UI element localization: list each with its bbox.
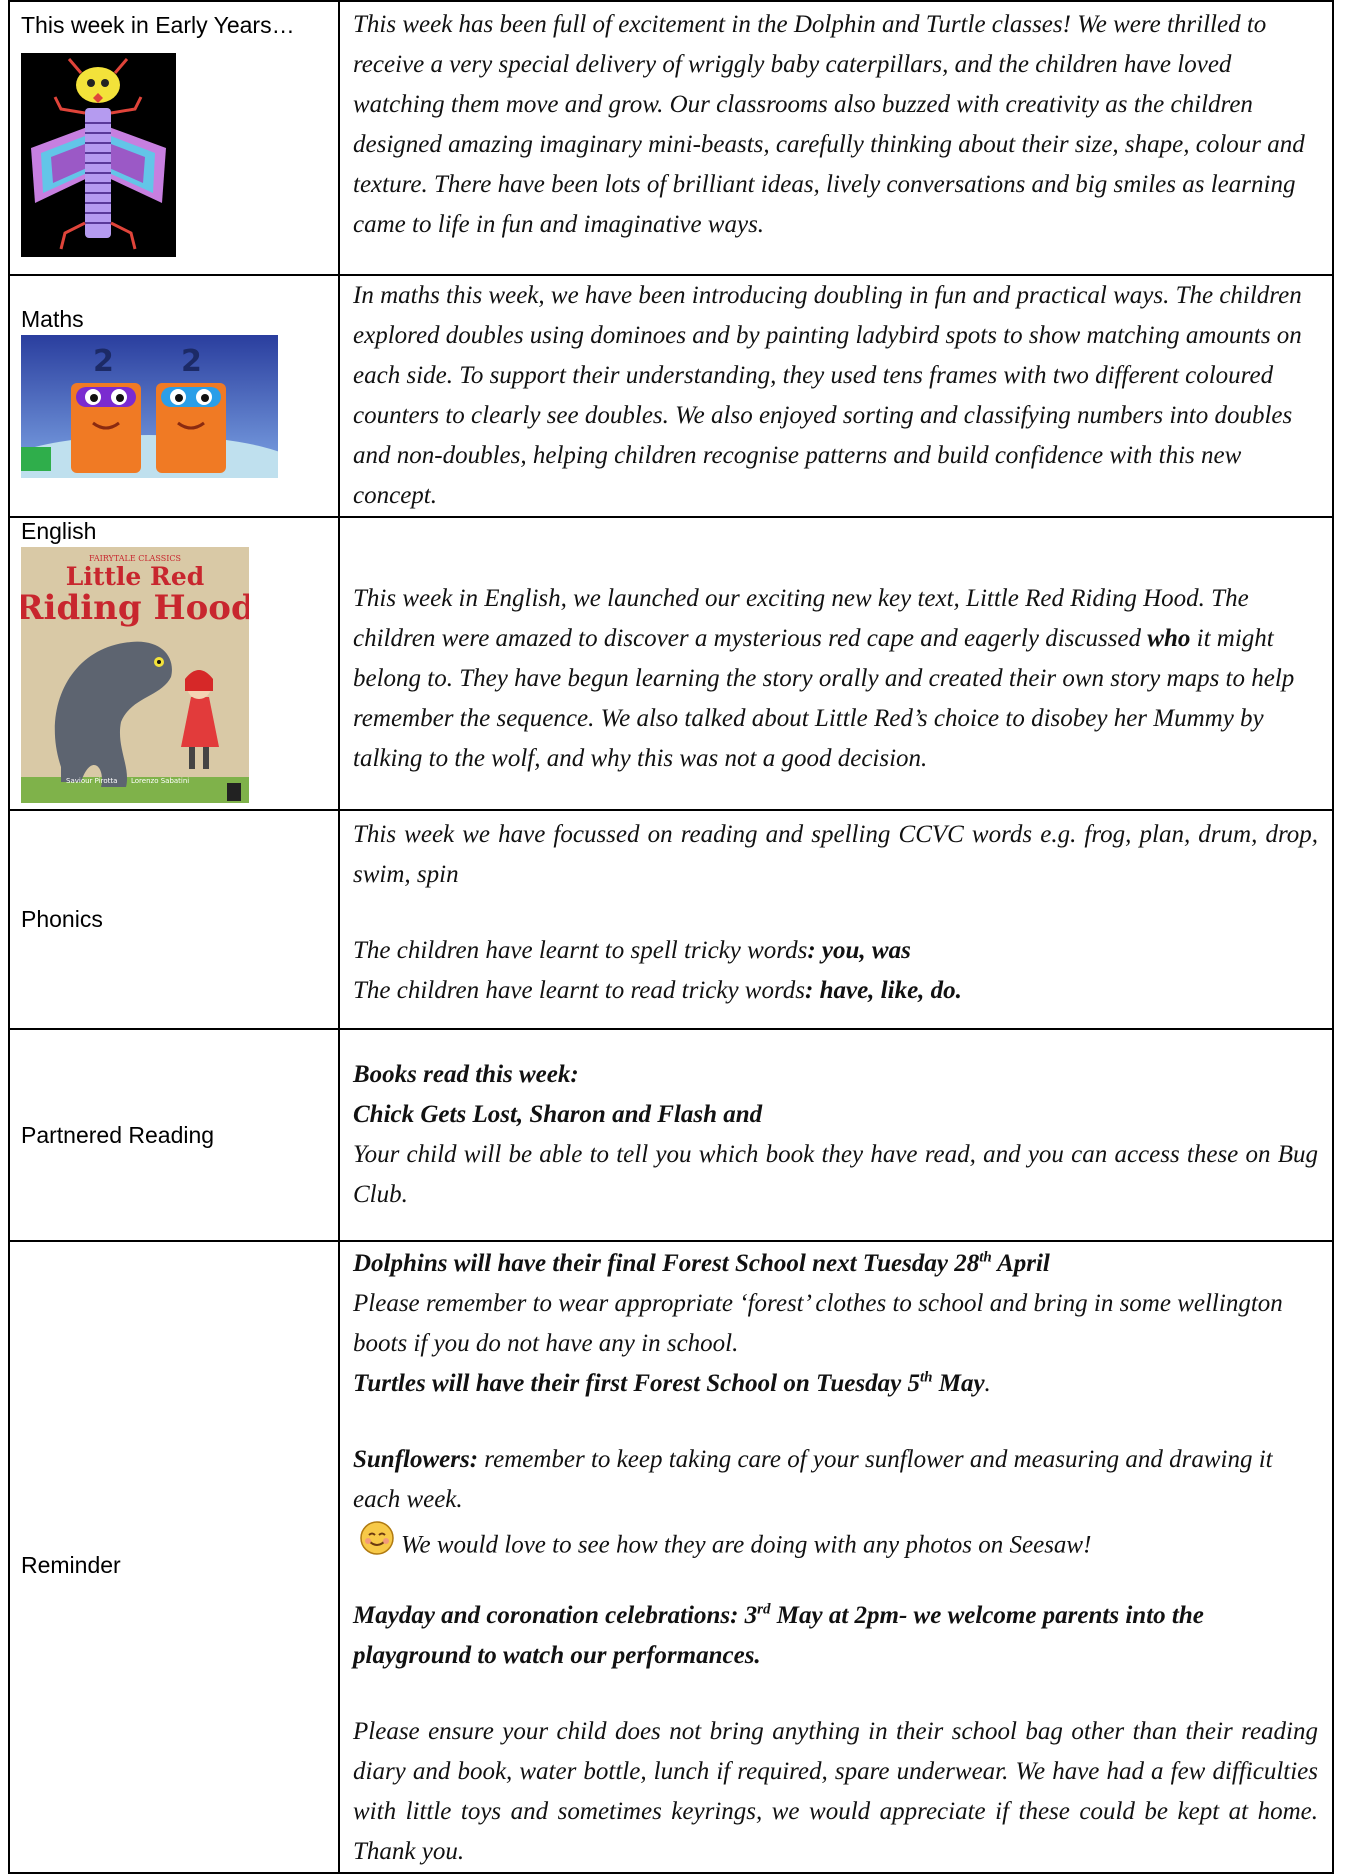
reading-label-cell xyxy=(9,1029,339,1241)
english-text-after: it might belong to. They have begun learning the story orally and created their own story maps to help remember the sequence. We also talked about Little Red’s choice to disobey her Mummy by talking to the wolf, and why this was not a good decision. xyxy=(353,624,1295,772)
forest2-sup: th xyxy=(919,1369,933,1386)
reminder-label: Reminder xyxy=(21,1551,121,1578)
phonics-spell-words: : you, was xyxy=(807,937,911,964)
book-illustrator: Lorenzo Sabatini xyxy=(131,777,190,785)
intro-label: This week in Early Years… xyxy=(21,12,295,38)
intro-label-cell xyxy=(9,1,339,275)
reminder-forest2 xyxy=(353,1364,1318,1404)
mayday-a: Mayday and coronation celebrations: 3 xyxy=(353,1602,758,1629)
reminder-label-cell xyxy=(9,1241,339,1873)
mayday-sup: rd xyxy=(757,1601,771,1618)
phonics-text-cell xyxy=(339,810,1333,1029)
row-phonics xyxy=(9,810,1333,1029)
reading-books-heading: Books read this week: xyxy=(353,1061,579,1088)
phonics-spell-prefix: The children have learnt to spell tricky words xyxy=(353,937,808,964)
row-intro xyxy=(9,1,1333,275)
row-reading xyxy=(9,1029,1333,1241)
numberblocks-image xyxy=(21,335,338,484)
english-text-mid: . The children were amazed to discover a mysterious red cape and eagerly discussed xyxy=(353,584,1249,652)
reminder-text-cell xyxy=(339,1241,1333,1873)
phonics-label-cell xyxy=(9,810,339,1029)
english-label-cell xyxy=(9,517,339,810)
maths-label: Maths xyxy=(21,306,84,332)
row-english xyxy=(9,517,1333,810)
phonics-read xyxy=(353,971,1318,1011)
english-text-title: Little Red Riding Hood xyxy=(966,584,1199,612)
sunflowers-text-2: We would love to see how they are doing with any photos on Seesaw! xyxy=(401,1531,1092,1559)
reading-text-cell xyxy=(339,1029,1333,1241)
english-text-cell xyxy=(339,517,1333,810)
maths-text-cell xyxy=(339,275,1333,517)
mayday-c: - we welcome parents into the playground to watch our performances. xyxy=(353,1602,1204,1669)
mayday-b: May at 2pm xyxy=(770,1602,899,1629)
forest1-a: Dolphins will have their final Forest School next Tuesday 28 xyxy=(353,1250,980,1277)
reminder-forest-note: Please remember to wear appropriate ‘forest’ clothes to school and bring in some wellington boots if you do not have any in school. xyxy=(353,1290,1283,1357)
reading-books-list: Chick Gets Lost, Sharon and Flash and xyxy=(353,1101,763,1128)
book-title-2: Riding Hood xyxy=(21,588,249,628)
english-label: English xyxy=(21,518,97,544)
phonics-label: Phonics xyxy=(21,906,103,932)
sunflowers-label: Sunflowers: xyxy=(353,1446,479,1473)
forest2-a: Turtles will have their first Forest School on Tuesday 5 xyxy=(353,1370,920,1397)
newsletter-table xyxy=(8,0,1334,1874)
reminder-sunflowers xyxy=(353,1440,1318,1520)
digit-left: 2 xyxy=(93,344,114,379)
maths-label-cell xyxy=(9,275,339,517)
row-reminder xyxy=(9,1241,1333,1873)
phonics-read-prefix: The children have learnt to read tricky words xyxy=(353,977,806,1004)
english-text xyxy=(353,579,1318,779)
digit-right: 2 xyxy=(181,344,202,379)
phonics-read-words: : have, like, do. xyxy=(805,977,962,1004)
reminder-sunflowers-2 xyxy=(353,1520,1318,1574)
sunflowers-text: remember to keep taking care of your sunflower and measuring and drawing it each week. xyxy=(353,1446,1273,1513)
book-author: Saviour Pirotta xyxy=(66,777,118,785)
forest2-b: May xyxy=(932,1370,985,1397)
book-title-1: Little Red xyxy=(65,562,205,591)
phonics-line1: This week we have focussed on reading and spelling CCVC words e.g. frog, plan, drum, drop, swim, spin xyxy=(353,821,1318,888)
smiley-icon xyxy=(359,1520,395,1574)
forest2-end: . xyxy=(984,1370,991,1397)
row-maths xyxy=(9,275,1333,517)
reading-label: Partnered Reading xyxy=(21,1121,215,1148)
english-text-before: This week in English, we launched our exciting new key text, xyxy=(353,584,967,612)
newsletter-page xyxy=(8,0,1334,1865)
forest1-sup: th xyxy=(979,1249,992,1266)
book-series: FAIRYTALE CLASSICS xyxy=(88,554,182,563)
english-text-bold: who xyxy=(1147,624,1191,652)
reminder-mayday xyxy=(353,1596,1318,1676)
book-cover-image xyxy=(21,547,338,809)
intro-text: This week has been full of excitement in the Dolphin and Turtle classes! We were thrilled to receive a very special delivery of wriggly baby caterpillars, and the children have loved watching them move and grow. Our classrooms also buzzed with creativity as the children designed amazing imaginary mini-beasts, carefully thinking about their size, shape, colour and texture. There have been lots of brilliant ideas, lively conversations and big smiles as learning came to life in fun and imaginative ways. xyxy=(353,11,1305,238)
minibeast-image xyxy=(21,53,338,263)
intro-text-cell xyxy=(339,1,1333,275)
phonics-spell xyxy=(353,931,1318,971)
maths-text: In maths this week, we have been introducing doubling in fun and practical ways. The children explored doubles using dominoes and by painting ladybird spots to show matching amounts on each side. To support their understanding, they used tens frames with two different coloured counters to clearly see doubles. We also enjoyed sorting and classifying numbers into doubles and non-doubles, helping children recognise patterns and build confidence with this new concept. xyxy=(353,282,1302,509)
reminder-bag-note: Please ensure your child does not bring anything in their school bag other than their reading diary and book, water bottle, lunch if required, spare underwear. We have had a few difficulties with little toys and sometimes keyrings, we would appreciate if these could be kept at home. Thank you. xyxy=(353,1718,1318,1865)
reminder-forest1 xyxy=(353,1244,1318,1284)
reading-note: Your child will be able to tell you which book they have read, and you can access these on Bug Club. xyxy=(353,1141,1318,1208)
forest1-b: April xyxy=(991,1250,1050,1277)
